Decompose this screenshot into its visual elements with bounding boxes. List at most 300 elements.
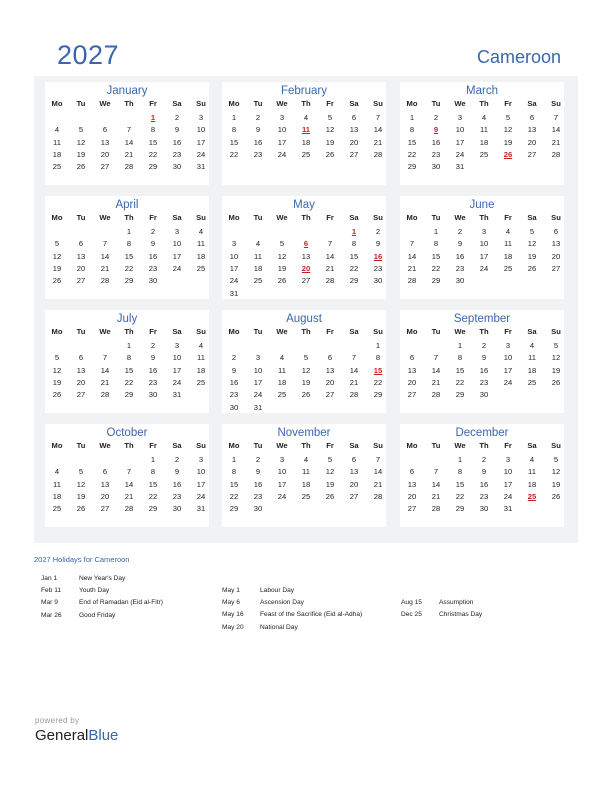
holiday-date: May 6 [222,599,240,607]
day-cell: 27 [100,504,110,514]
day-cell: 15 [407,137,417,147]
weekday-header: Mo [51,99,63,108]
day-cell: 27 [301,276,311,286]
day-cell: 3 [279,455,285,464]
holiday-day: 26 [503,149,513,159]
day-cell: 5 [54,239,60,249]
holiday-day: 15 [373,365,383,375]
holiday-date: May 16 [222,611,244,619]
holiday-day: 6 [303,239,309,249]
day-cell: 13 [407,479,417,489]
day-cell: 14 [551,125,561,135]
day-cell: 21 [124,149,134,159]
day-cell: 11 [53,479,61,489]
month-october [45,424,209,527]
weekday-header: Fr [326,99,334,108]
day-cell: 24 [277,149,287,159]
day-cell: 11 [53,137,61,147]
day-cell: 12 [551,353,561,363]
day-cell: 3 [481,227,487,236]
day-cell: 2 [174,455,180,464]
day-cell: 2 [231,353,237,363]
day-cell: 7 [351,353,357,363]
day-cell: 13 [349,125,359,135]
day-cell: 27 [349,491,359,501]
holiday-date: Dec 25 [401,611,422,619]
day-cell: 22 [455,377,465,387]
month-name: April [115,199,139,211]
day-cell: 26 [325,149,335,159]
month-august [222,310,386,413]
month-name: October [106,427,148,439]
day-cell: 20 [76,377,86,387]
day-cell: 13 [100,137,110,147]
day-cell: 22 [124,263,134,273]
weekday-header: Fr [149,99,157,108]
day-cell: 28 [124,162,134,172]
month-name: November [277,427,331,439]
day-cell: 24 [503,491,513,501]
day-cell: 19 [527,251,537,261]
day-cell: 29 [148,162,158,172]
holiday-date: Jan 1 [41,575,58,582]
weekday-header: Sa [527,99,537,108]
day-cell: 22 [455,491,465,501]
weekday-header: Tu [253,327,263,336]
day-cell: 3 [505,455,511,464]
holiday-date: May 1 [222,587,240,594]
day-cell: 17 [196,137,206,147]
day-cell: 23 [148,263,158,273]
month-september [400,310,564,413]
day-cell: 26 [325,491,335,501]
day-cell: 5 [78,467,84,477]
day-cell: 12 [325,125,335,135]
weekday-header: Th [124,327,134,336]
day-cell: 6 [553,227,559,236]
day-cell: 15 [148,137,158,147]
day-cell: 16 [172,137,182,147]
holiday-day: 25 [527,491,537,501]
day-cell: 21 [431,491,441,501]
day-cell: 8 [126,239,132,249]
day-cell: 12 [76,479,86,489]
day-cell: 28 [551,149,561,159]
day-cell: 30 [431,162,441,172]
weekday-header: We [99,441,111,450]
month-july [45,310,209,413]
day-cell: 22 [148,491,158,501]
day-cell: 5 [303,353,309,363]
day-cell: 22 [229,149,239,159]
holiday-date: May 20 [222,623,244,631]
day-cell: 31 [229,288,239,298]
weekday-header: Th [124,99,134,108]
day-cell: 7 [375,455,381,464]
day-cell: 23 [479,491,489,501]
day-cell: 24 [503,377,513,387]
day-cell: 26 [52,276,62,286]
weekday-header: Mo [406,441,418,450]
day-cell: 17 [277,137,287,147]
day-cell: 10 [479,239,489,249]
weekday-header: Sa [527,213,537,222]
weekday-header: Su [373,213,383,222]
day-cell: 27 [527,149,537,159]
day-cell: 2 [457,227,463,236]
day-cell: 11 [528,467,536,477]
day-cell: 29 [455,504,465,514]
month-june [400,196,564,299]
day-cell: 31 [253,402,263,412]
day-cell: 10 [196,467,206,477]
day-cell: 3 [174,341,180,350]
day-cell: 26 [551,377,561,387]
day-cell: 15 [349,251,359,261]
holiday-name: Ascension Day [260,599,304,607]
day-cell: 28 [373,491,383,501]
day-cell: 21 [124,491,134,501]
day-cell: 7 [433,353,439,363]
day-cell: 28 [431,390,441,400]
day-cell: 21 [373,479,383,489]
day-cell: 10 [503,467,513,477]
weekday-header: Th [301,327,311,336]
weekday-header: Sa [349,441,359,450]
day-cell: 25 [301,491,311,501]
day-cell: 20 [100,149,110,159]
day-cell: 19 [76,491,86,501]
day-cell: 20 [100,491,110,501]
day-cell: 8 [351,239,357,249]
day-cell: 15 [455,365,465,375]
weekday-header: Mo [228,99,240,108]
day-cell: 21 [551,137,561,147]
day-cell: 2 [433,113,439,122]
day-cell: 25 [301,149,311,159]
weekday-header: We [99,99,111,108]
holiday-day: 1 [351,227,357,236]
weekday-header: Mo [51,441,63,450]
day-cell: 14 [124,137,134,147]
day-cell: 23 [373,263,383,273]
month-december [400,424,564,527]
day-cell: 10 [196,125,206,135]
day-cell: 19 [551,365,561,375]
day-cell: 12 [325,467,335,477]
weekday-header: We [454,213,466,222]
day-cell: 30 [455,276,465,286]
day-cell: 2 [375,227,381,236]
day-cell: 20 [527,137,537,147]
day-cell: 19 [76,149,86,159]
day-cell: 17 [253,377,263,387]
day-cell: 15 [431,251,441,261]
day-cell: 19 [325,479,335,489]
day-cell: 8 [231,125,237,135]
day-cell: 12 [551,467,561,477]
holiday-name: Youth Day [79,587,110,595]
day-cell: 18 [196,251,206,261]
holiday-name: New Year's Day [79,575,126,582]
month-name: July [116,313,138,325]
day-cell: 23 [479,377,489,387]
weekday-header: Th [124,441,134,450]
day-cell: 26 [551,491,561,501]
holiday-name: Good Friday [79,611,116,619]
day-cell: 24 [196,149,206,159]
powered-by-label: powered by [35,716,80,725]
weekday-header: Fr [504,99,512,108]
day-cell: 22 [124,377,134,387]
day-cell: 19 [551,479,561,489]
day-cell: 3 [279,113,285,122]
month-november [222,424,386,527]
day-cell: 18 [301,137,311,147]
day-cell: 10 [172,239,182,249]
day-cell: 9 [150,353,156,363]
day-cell: 28 [349,390,359,400]
day-cell: 4 [303,113,309,122]
day-cell: 5 [529,227,535,236]
day-cell: 8 [457,467,463,477]
day-cell: 6 [102,125,108,135]
day-cell: 2 [255,455,261,464]
weekday-header: We [99,327,111,336]
day-cell: 12 [277,251,287,261]
day-cell: 16 [431,137,441,147]
day-cell: 3 [255,353,261,363]
day-cell: 30 [172,162,182,172]
weekday-header: Mo [228,213,240,222]
day-cell: 5 [327,113,333,122]
day-cell: 1 [231,113,237,122]
day-cell: 19 [301,377,311,387]
holiday-day: 16 [373,251,383,261]
day-cell: 28 [124,504,134,514]
day-cell: 9 [174,467,180,477]
weekday-header: Sa [172,441,182,450]
day-cell: 29 [431,276,441,286]
day-cell: 3 [505,341,511,350]
day-cell: 26 [527,263,537,273]
day-cell: 22 [148,149,158,159]
day-cell: 28 [407,276,417,286]
day-cell: 7 [126,125,132,135]
day-cell: 4 [54,125,60,135]
day-cell: 1 [375,341,381,350]
day-cell: 16 [148,365,158,375]
day-cell: 24 [172,263,182,273]
day-cell: 6 [78,353,84,363]
month-name: May [293,199,315,211]
day-cell: 29 [229,504,239,514]
day-cell: 20 [349,479,359,489]
weekday-header: Su [196,213,206,222]
day-cell: 5 [553,455,559,464]
day-cell: 9 [174,125,180,135]
day-cell: 28 [325,276,335,286]
month-name: August [286,313,322,325]
month-name: December [455,427,509,439]
day-cell: 4 [481,113,487,122]
day-cell: 6 [409,353,415,363]
day-cell: 8 [409,125,415,135]
weekday-header: We [276,213,288,222]
weekday-header: Th [479,213,489,222]
weekday-header: Fr [326,327,334,336]
day-cell: 16 [455,251,465,261]
month-name: January [106,85,148,97]
day-cell: 13 [76,365,86,375]
brand-general: General [35,727,89,744]
weekday-header: Th [479,327,489,336]
day-cell: 27 [407,390,417,400]
day-cell: 20 [551,251,561,261]
day-cell: 5 [553,341,559,350]
day-cell: 25 [503,263,513,273]
holiday-name: Assumption [439,599,474,606]
weekday-header: We [454,441,466,450]
holiday-day: 20 [301,263,311,273]
weekday-header: Sa [349,213,359,222]
weekday-header: Tu [76,99,86,108]
day-cell: 13 [407,365,417,375]
day-cell: 30 [172,504,182,514]
day-cell: 14 [431,479,441,489]
weekday-header: Tu [431,213,441,222]
weekday-header: Tu [76,213,86,222]
day-cell: 20 [349,137,359,147]
day-cell: 14 [349,365,359,375]
day-cell: 19 [52,377,62,387]
weekday-header: Sa [172,99,182,108]
day-cell: 16 [229,377,239,387]
day-cell: 8 [457,353,463,363]
day-cell: 17 [503,365,513,375]
day-cell: 11 [480,125,488,135]
day-cell: 11 [504,239,512,249]
day-cell: 9 [457,239,463,249]
day-cell: 6 [351,455,357,464]
weekday-header: Fr [504,327,512,336]
weekday-header: Mo [228,327,240,336]
day-cell: 29 [148,504,158,514]
weekday-header: Su [196,327,206,336]
day-cell: 11 [278,365,286,375]
day-cell: 30 [253,504,263,514]
day-cell: 17 [172,251,182,261]
day-cell: 7 [433,467,439,477]
day-cell: 16 [479,365,489,375]
day-cell: 28 [100,390,110,400]
weekday-header: Th [479,441,489,450]
day-cell: 9 [231,365,237,375]
day-cell: 20 [407,377,417,387]
weekday-header: Th [301,99,311,108]
day-cell: 31 [455,162,465,172]
day-cell: 30 [479,504,489,514]
month-name: February [280,85,328,97]
day-cell: 6 [327,353,333,363]
weekday-header: Tu [253,213,263,222]
weekday-header: Tu [253,99,263,108]
day-cell: 29 [124,276,134,286]
holiday-name: National Day [260,623,298,631]
day-cell: 22 [229,491,239,501]
day-cell: 15 [229,137,239,147]
month-may [222,196,386,299]
day-cell: 12 [52,365,62,375]
weekday-header: We [99,213,111,222]
day-cell: 23 [172,491,182,501]
day-cell: 21 [431,377,441,387]
weekday-header: Tu [431,99,441,108]
day-cell: 24 [455,149,465,159]
holidays-title: 2027 Holidays for Cameroon [34,555,130,564]
month-january [45,82,209,185]
day-cell: 25 [253,276,263,286]
weekday-header: Sa [172,327,182,336]
day-cell: 17 [172,365,182,375]
day-cell: 10 [455,125,465,135]
day-cell: 13 [551,239,561,249]
day-cell: 31 [196,162,206,172]
day-cell: 4 [279,353,285,363]
day-cell: 27 [551,263,561,273]
day-cell: 23 [229,390,239,400]
day-cell: 23 [253,491,263,501]
day-cell: 12 [76,137,86,147]
weekday-header: Fr [326,213,334,222]
day-cell: 3 [198,113,204,122]
day-cell: 9 [481,353,487,363]
day-cell: 20 [407,491,417,501]
holiday-name: Labour Day [260,587,295,594]
holiday-date: Mar 26 [41,611,62,619]
weekday-header: We [454,327,466,336]
day-cell: 31 [172,390,182,400]
day-cell: 18 [52,491,62,501]
day-cell: 9 [150,239,156,249]
weekday-header: Sa [349,99,359,108]
day-cell: 9 [375,239,381,249]
day-cell: 9 [481,467,487,477]
day-cell: 21 [325,263,335,273]
day-cell: 27 [76,276,86,286]
day-cell: 6 [78,239,84,249]
day-cell: 24 [253,390,263,400]
day-cell: 11 [197,239,205,249]
day-cell: 21 [100,263,110,273]
day-cell: 2 [481,455,487,464]
weekday-header: Th [301,441,311,450]
day-cell: 30 [229,402,239,412]
day-cell: 13 [100,479,110,489]
month-february [222,82,386,185]
day-cell: 27 [349,149,359,159]
day-cell: 7 [102,239,108,249]
day-cell: 2 [150,341,156,350]
day-cell: 9 [255,467,261,477]
day-cell: 5 [78,125,84,135]
day-cell: 4 [505,227,511,236]
weekday-header: We [276,99,288,108]
day-cell: 5 [505,113,511,122]
day-cell: 13 [301,251,311,261]
day-cell: 26 [76,162,86,172]
day-cell: 7 [409,239,415,249]
